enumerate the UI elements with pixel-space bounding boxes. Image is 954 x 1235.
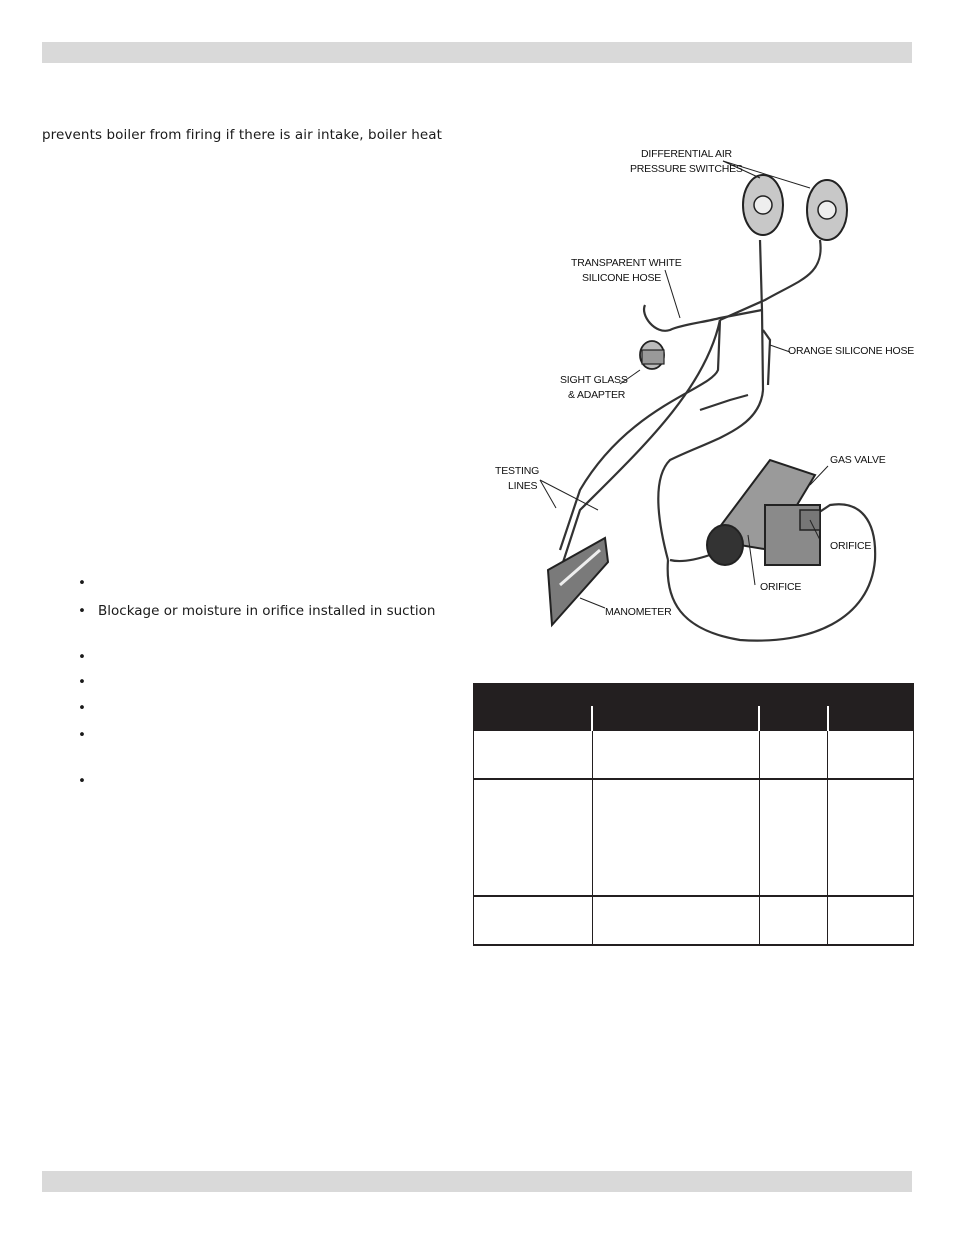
bullet-item: • (78, 700, 86, 716)
data-table (473, 683, 914, 946)
label-silicone-hose: SILICONE HOSE (582, 272, 662, 284)
label-sight-glass: SIGHT GLASS (560, 374, 628, 386)
table-header-cell (591, 706, 758, 731)
label-pressure-switches: PRESSURE SWITCHES (630, 163, 743, 175)
table-cell (592, 780, 759, 895)
table-header-cell (758, 706, 826, 731)
bullet-item: • (78, 575, 86, 591)
air-pressure-switch-diagram (480, 130, 920, 670)
label-differential: DIFFERENTIAL AIR (641, 148, 732, 160)
table-cell (759, 731, 827, 778)
pressure-switch-left (743, 175, 783, 235)
label-testing: TESTING (495, 465, 540, 477)
sight-glass (640, 341, 664, 369)
table-header-cell (827, 706, 914, 731)
bullet-item: • (78, 773, 86, 789)
bullet-item: • (78, 649, 86, 665)
pressure-switch-right (807, 180, 847, 240)
table-cell (473, 897, 592, 944)
bullet-item: • (78, 727, 86, 743)
table-cell (827, 780, 914, 895)
header-band (42, 42, 912, 63)
table-cell (592, 897, 759, 944)
table-row (473, 731, 914, 780)
label-adapter: & ADAPTER (568, 389, 626, 401)
table-title-bar (473, 683, 914, 706)
hoses (554, 240, 875, 641)
table-cell (827, 731, 914, 778)
label-lines: LINES (508, 480, 538, 492)
bullet-item: • (78, 674, 86, 690)
intro-text: prevents boiler from firing if there is air intake, boiler heat (42, 127, 443, 143)
label-gas-valve: GAS VALVE (830, 454, 886, 466)
table-cell (473, 780, 592, 895)
label-manometer: MANOMETER (605, 606, 672, 618)
table-cell (592, 731, 759, 778)
footer-band (42, 1171, 912, 1192)
table-header-cell (473, 706, 591, 731)
gas-valve-assembly (707, 460, 820, 565)
manometer (548, 538, 608, 625)
table-row (473, 780, 914, 897)
table-cell (759, 897, 827, 944)
bullet-item: • Blockage or moisture in orifice installed in suction (78, 603, 436, 619)
table-header-row (473, 706, 914, 731)
label-orange-hose: ORANGE SILICONE HOSE (788, 345, 915, 357)
label-orifice-right: ORIFICE (830, 540, 872, 552)
label-orifice-bottom: ORIFICE (760, 581, 802, 593)
table-row (473, 897, 914, 946)
table-cell (759, 780, 827, 895)
diagram-svg (480, 130, 920, 670)
table-cell (827, 897, 914, 944)
table-cell (473, 731, 592, 778)
label-transparent: TRANSPARENT WHITE (571, 257, 682, 269)
